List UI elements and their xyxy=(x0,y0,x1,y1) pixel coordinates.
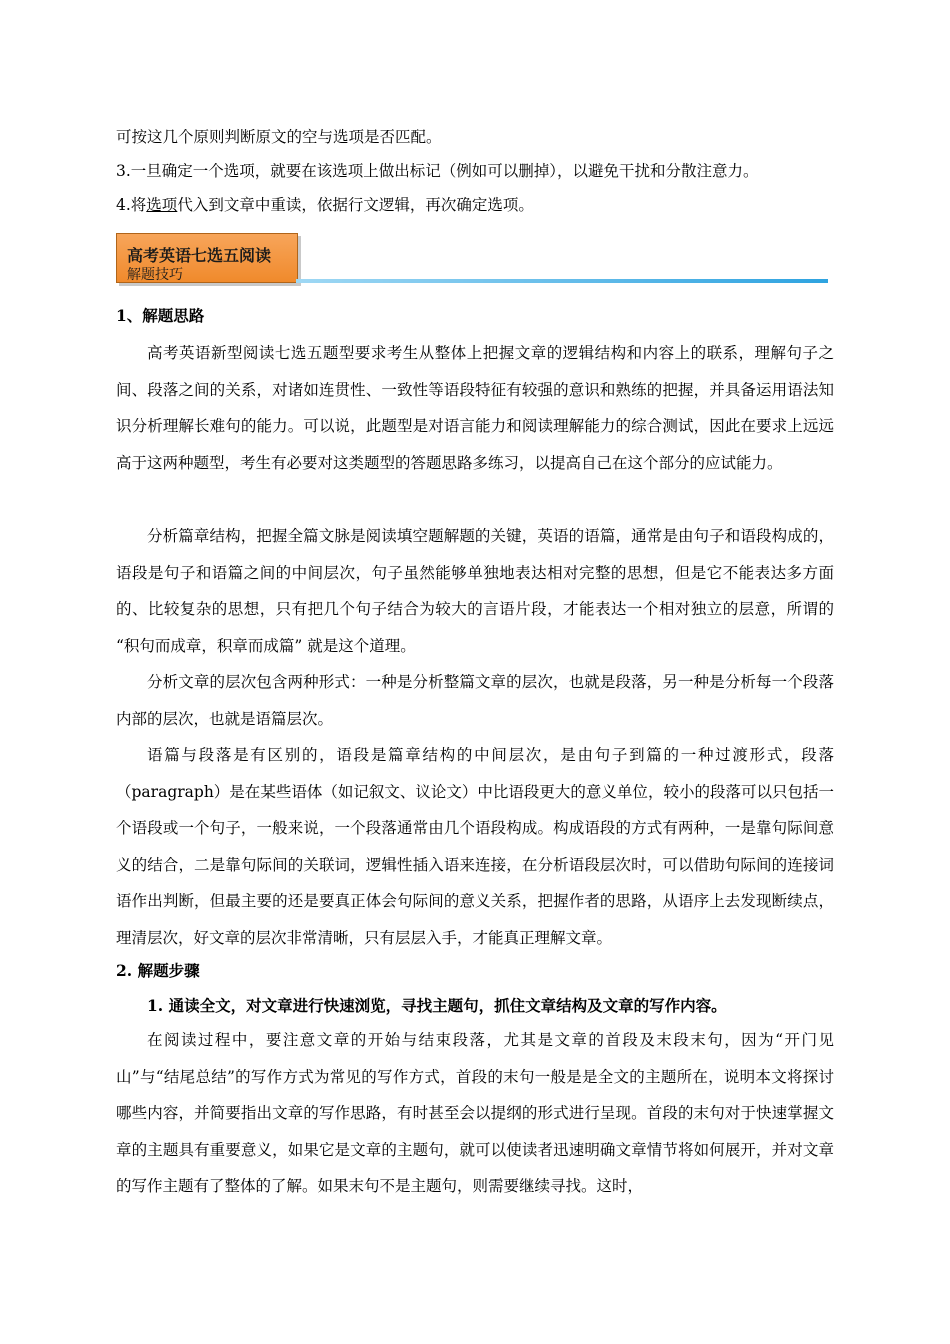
paragraph: 分析文章的层次包含两种形式：一种是分析整篇文章的层次，也就是段落，另一种是分析每一个段落内部的层次，也就是语篇层次。 xyxy=(116,673,834,728)
section-subheading: 1. 通读全文，对文章进行快速浏览，寻找主题句，抓住文章结构及文章的写作内容。 xyxy=(147,996,727,1015)
section-heading-2: 2. 解题步骤 xyxy=(116,961,200,980)
section-banner xyxy=(116,233,298,283)
section-heading-1: 1、解题思路 xyxy=(116,306,205,325)
banner-subtitle: 解题技巧 xyxy=(127,267,183,283)
paragraph: 分析篇章结构，把握全篇文脉是阅读填空题解题的关键，英语的语篇，通常是由句子和语段构成的，语段是句子和语篇之间的中间层次，句子虽然能够单独地表达相对完整的思想，但是它不能表达多方面的、比较复杂的思想，只有把几个句子结合为较大的言语片段，才能表达一个相对独立的层意，所谓的 “积句而成章，积章而成篇” 就是这个道理。 xyxy=(116,527,834,655)
line-suffix: 代入到文章中重读，依据行文逻辑，再次确定选项。 xyxy=(177,196,534,214)
underlined-term: 选项 xyxy=(146,196,178,214)
text-line-1: 可按这几个原则判断原文的空与选项是否匹配。 xyxy=(116,128,442,146)
text-line-2: 3.一旦确定一个选项，就要在该选项上做出标记（例如可以删掉），以避免干扰和分散注意力。 xyxy=(116,162,759,180)
banner-underline xyxy=(296,279,828,283)
text-line-3 xyxy=(116,195,534,215)
line-prefix: 4.将 xyxy=(116,196,147,214)
paragraph: 语篇与段落是有区别的，语段是篇章结构的中间层次，是由句子到篇的一种过渡形式，段落（paragraph）是在某些语体（如记叙文、议论文）中比语段更大的意义单位，较小的段落可以只包括一个语段或一个句子，一般来说，一个段落通常由几个语段构成。构成语段的方式有两种，一是靠句际间意义的结合，二是靠句际间的关联词，逻辑性插入语来连接，在分析语段层次时，可以借助句际间的连接词语作出判断，但最主要的还是要真正体会句际间的意义关系，把握作者的思路，从语序上去发现断续点，理清层次，好文章的层次非常清晰，只有层层入手，才能真正理解文章。 xyxy=(116,746,834,947)
paragraph: 在阅读过程中，要注意文章的开始与结束段落，尤其是文章的首段及末段末句，因为“开门见山”与“结尾总结”的写作方式为常见的写作方式，首段的末句一般是是全文的主题所在，说明本文将探讨哪些内容，并简要指出文章的写作思路，有时甚至会以提纲的形式进行呈现。首段的末句对于快速掌握文章的主题具有重要意义，如果它是文章的主题句，就可以使读者迅速明确文章情节将如何展开，并对文章的写作主题有了整体的了解。如果末句不是主题句，则需要继续寻找。这时， xyxy=(116,1031,834,1196)
banner-title: 高考英语七选五阅读 xyxy=(127,246,272,265)
paragraph: 高考英语新型阅读七选五题型要求考生从整体上把握文章的逻辑结构和内容上的联系，理解句子之间、段落之间的关系，对诸如连贯性、一致性等语段特征有较强的意识和熟练的把握，并具备运用语法知识分析理解长难句的能力。可以说，此题型是对语言能力和阅读理解能力的综合测试，因此在要求上远远高于这两种题型，考生有必要对这类题型的答题思路多练习，以提高自己在这个部分的应试能力。 xyxy=(116,344,834,472)
